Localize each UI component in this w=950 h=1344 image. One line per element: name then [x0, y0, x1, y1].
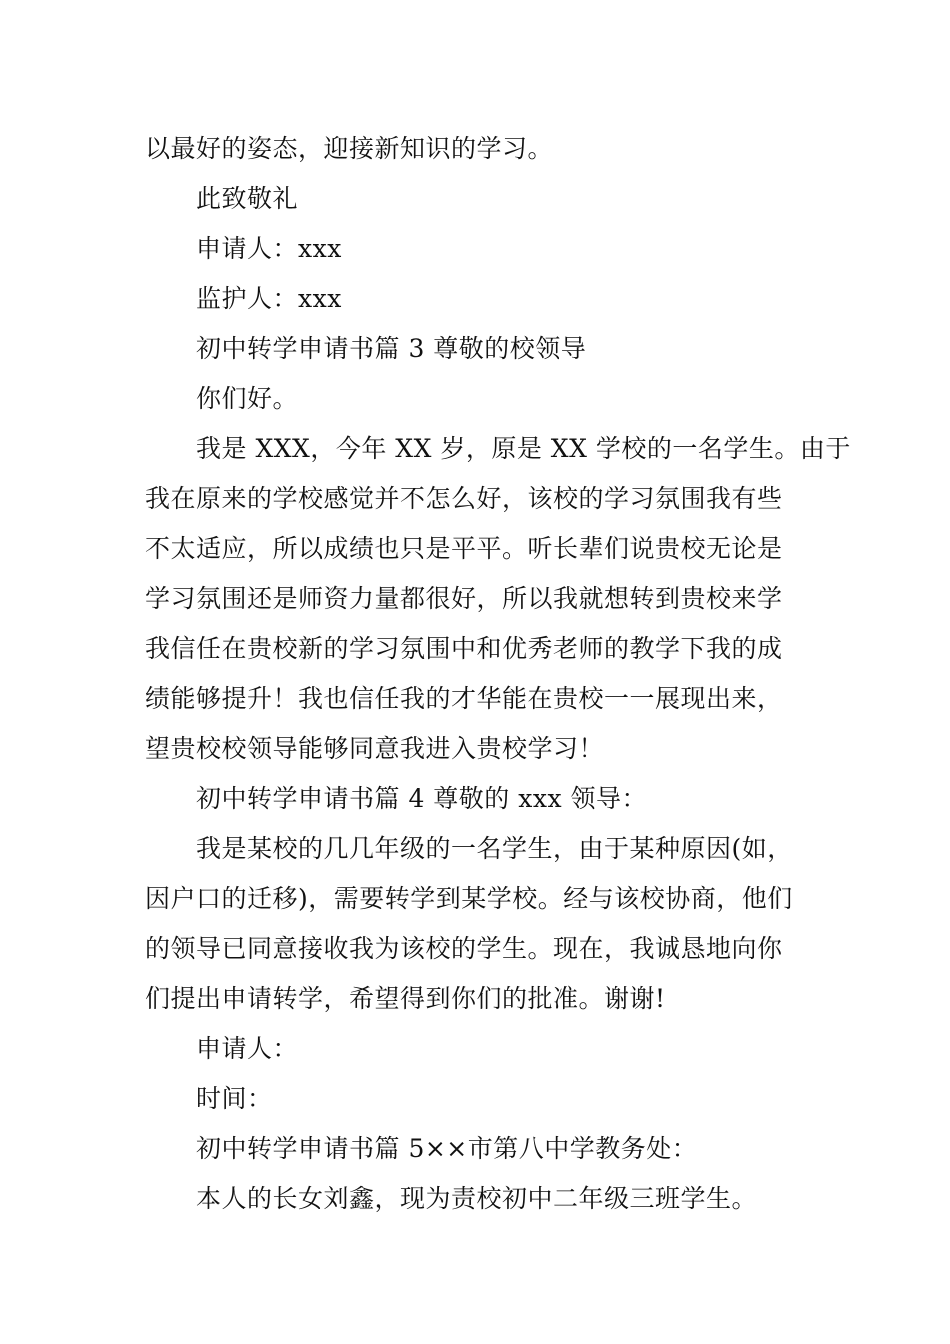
text-line: 们提出申请转学，希望得到你们的批准。谢谢!: [145, 984, 666, 1013]
text-line: 的领导已同意接收我为该校的学生。现在，我诚恳地向你: [145, 934, 783, 963]
text-line: 不太适应，所以成绩也只是平平。听长辈们说贵校无论是: [145, 534, 783, 563]
text-line: 我是 XXX，今年 XX 岁，原是 XX 学校的一名学生。由于: [196, 434, 851, 463]
text-line: 我在原来的学校感觉并不怎么好，该校的学习氛围我有些: [145, 484, 783, 513]
section-heading: 初中转学申请书篇 3 尊敬的校领导: [196, 334, 587, 363]
text-line: 本人的长女刘鑫，现为责校初中二年级三班学生。: [196, 1184, 758, 1213]
text-line: 我是某校的几几年级的一名学生，由于某种原因(如，: [196, 834, 793, 863]
text-line: 因户口的迁移)，需要转学到某学校。经与该校协商，他们: [145, 884, 793, 913]
text-line: 你们好。: [196, 384, 299, 413]
text-line: 绩能够提升！我也信任我的才华能在贵校一一展现出来，: [145, 684, 783, 713]
text-line: 学习氛围还是师资力量都很好，所以我就想转到贵校来学: [145, 584, 783, 613]
text-line: 我信任在贵校新的学习氛围中和优秀老师的教学下我的成: [145, 634, 783, 663]
text-line: 望贵校校领导能够同意我进入贵校学习！: [145, 734, 605, 763]
section-heading: 初中转学申请书篇 5××市第八中学教务处：: [196, 1134, 698, 1163]
section-heading: 初中转学申请书篇 4 尊敬的 xxx 领导：: [196, 784, 647, 813]
text-line: 以最好的姿态，迎接新知识的学习。: [145, 134, 554, 163]
text-line: 监护人：xxx: [196, 284, 342, 313]
text-line: 申请人：xxx: [196, 234, 342, 263]
text-line: 时间：: [196, 1084, 273, 1113]
text-line: 此致敬礼: [196, 184, 299, 213]
text-line: 申请人：: [196, 1034, 299, 1063]
